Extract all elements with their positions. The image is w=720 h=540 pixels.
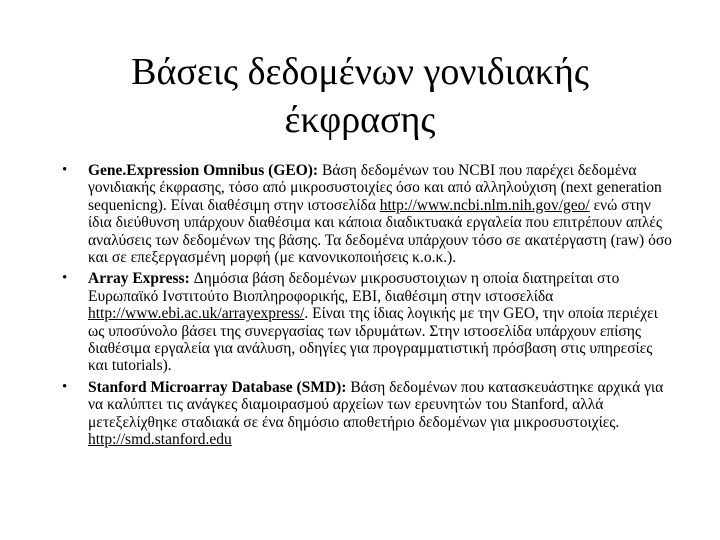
smd-link[interactable]: http://smd.stanford.edu [88, 431, 232, 449]
item-term: Array Express: [88, 270, 190, 288]
item-text: Βάση δεδομένων που κατασκευάστηκε αρχικά για να καλύπτει τις ανάγκες διαμοιρασμού αρχείων των ερευνητών του Stanford, αλλά μετεξελίχθηκε σταδιακά σε ένα δημόσιο αποθετήριο δεδομένων για μικροσυστοιχίες. [88, 378, 664, 431]
item-text-continued: . Είναι της ίδιας λογικής με την GEO, την οποία περιέχει ως υποσύνολο βάσει της συνεργασίας των ιδρυμάτων. Στην ιστοσελίδα υπάρχουν επίσης διαθέσιμα εργαλεία για ανάλυση, οδηγίες για προγραμματιστική πρόσβαση στις υπηρεσίες και tutorials). [88, 305, 658, 375]
geo-link[interactable]: http://www.ncbi.nlm.nih.gov/geo/ [379, 196, 590, 214]
item-term: Gene.Expression Omnibus (GEO): [88, 162, 319, 179]
bullet-icon: • [62, 270, 68, 287]
slide-title-line-1: Βάσεις δεδομένων γονιδιακής [131, 51, 589, 93]
item-text: Βάση δεδομένων του NCBI που παρέχει δεδομένα γονιδιακής έκφρασης, τόσο από μικροσυστοιχίες όσο και από αλληλούχιση (next generation sequenicng). Είναι διαθέσιμη στην ιστοσελίδα [88, 162, 662, 214]
bullet-item-geo [56, 162, 676, 266]
bullet-item-smd [56, 379, 676, 449]
bullet-icon: • [62, 162, 68, 178]
item-text: Δημόσια βάση δεδομένων μικροσυστοιχιων η οποία διατηρείται στο Ευρωπαϊκό Ινστιτούτο Βιοπληροφορικής, EBI, διαθέσιμη στην ιστοσελίδα [88, 270, 620, 305]
bullet-item-array-express [56, 270, 676, 374]
bullet-list [56, 162, 676, 453]
slide-title-line-2: έκφρασης [284, 99, 436, 141]
slide-title [60, 48, 660, 144]
item-term: Stanford Microarray Database (SMD): [88, 378, 347, 396]
arrayexpress-link[interactable]: http://www.ebi.ac.uk/arrayexpress/ [88, 305, 305, 323]
item-text-continued: ενώ στην ίδια διεύθυνση υπάρχουν διαθέσιμα και κάποια διαδικτυακά εργαλεία που επιτρέπουν απλές αναλύσεις των δεδομένων της βάσης. Τα δεδομένα υπάρχουν τόσο σε ακατέργαστη (raw) όσο και σε επεξεργασμένη μορφή (με κανονικοποιήσεις κ.ο.κ.). [88, 196, 672, 267]
bullet-icon: • [62, 378, 68, 395]
